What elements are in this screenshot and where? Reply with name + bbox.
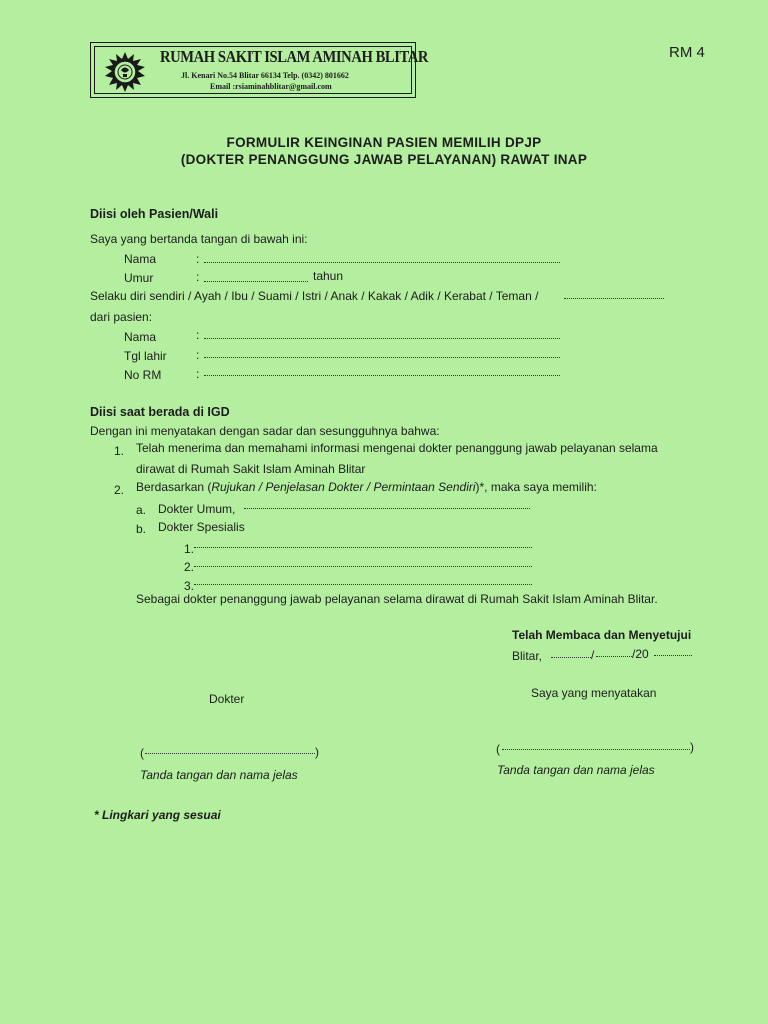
form-code: RM 4 — [669, 44, 705, 61]
patient-sign-close-paren: ) — [690, 740, 694, 754]
option-b-letter: b. — [136, 522, 147, 536]
umur-label: Umur — [124, 271, 154, 285]
date-sep-1: / — [591, 648, 595, 662]
item2-options: Rujukan / Penjelasan Dokter / Permintaan Sendiri — [211, 480, 476, 494]
hospital-email: Email :rsiaminahblitar@gmail.com — [210, 82, 332, 91]
section-patient-heading: Diisi oleh Pasien/Wali — [90, 207, 219, 221]
no-rm-colon: : — [196, 367, 200, 381]
pasien-nama-colon: : — [196, 328, 200, 342]
footnote: * Lingkari yang sesuai — [94, 808, 221, 822]
statement-label: Saya yang menyatakan — [531, 686, 657, 700]
closing-statement: Sebagai dokter penanggung jawab pelayanan selama dirawat di Rumah Sakit Islam Aminah Blitar. — [136, 592, 658, 606]
nama-label: Nama — [124, 252, 157, 266]
item2-post: )*, maka saya memilih: — [475, 480, 597, 494]
doctor-sign-caption: Tanda tangan dan nama jelas — [140, 768, 298, 782]
relation-other-field[interactable] — [564, 289, 664, 299]
relation-options: Selaku diri sendiri / Ayah / Ibu / Suami / Istri / Anak / Kakak / Adik / Kerabat / Teman / — [90, 289, 539, 303]
doctor-label: Dokter — [209, 692, 245, 706]
doctor-sign-close-paren: ) — [315, 745, 319, 759]
date-year-field[interactable] — [654, 646, 692, 656]
specialist-3-field[interactable] — [194, 575, 532, 585]
item2-text — [136, 480, 597, 494]
specialist-1-field[interactable] — [194, 538, 532, 548]
no-rm-field[interactable] — [204, 366, 560, 376]
item1-text-line2: dirawat di Rumah Sakit Islam Aminah Blitar — [136, 462, 366, 476]
hospital-address: Jl. Kenari No.54 Blitar 66134 Telp. (0342) 801662 — [181, 71, 349, 80]
section-igd-intro: Dengan ini menyatakan dengan sadar dan sesungguhnya bahwa: — [90, 424, 440, 438]
date-sep-2: /20 — [632, 647, 649, 661]
doctor-sign-open-paren: ( — [140, 746, 144, 760]
form-title-line2: (DOKTER PENANGGUNG JAWAB PELAYANAN) RAWAT INAP — [180, 152, 588, 167]
specialist-1-number: 1. — [184, 542, 195, 556]
doctor-signature-field[interactable] — [145, 744, 315, 754]
patient-sign-caption: Tanda tangan dan nama jelas — [497, 763, 655, 777]
pasien-nama-label: Nama — [124, 330, 157, 344]
item1-text-line1: Telah menerima dan memahami informasi mengenai dokter penanggung jawab pelayanan selama — [136, 441, 658, 455]
tahun-label: tahun — [313, 269, 344, 283]
pasien-nama-field[interactable] — [204, 329, 560, 339]
form-title-line1: FORMULIR KEINGINAN PASIEN MEMILIH DPJP — [226, 135, 542, 150]
option-a-label: Dokter Umum, — [158, 502, 236, 516]
nama-colon: : — [196, 252, 200, 266]
nama-field[interactable] — [204, 253, 560, 263]
specialist-3-number: 3. — [184, 579, 195, 593]
agree-heading: Telah Membaca dan Menyetujui — [512, 628, 692, 642]
tgl-lahir-label: Tgl lahir — [124, 349, 167, 363]
option-a-letter: a. — [136, 503, 147, 517]
umur-field[interactable] — [204, 272, 308, 282]
date-day-field[interactable] — [551, 648, 591, 658]
tgl-lahir-colon: : — [196, 348, 200, 362]
dari-pasien-label: dari pasien: — [90, 310, 153, 324]
date-month-field[interactable] — [596, 647, 632, 657]
hospital-name: RUMAH SAKIT ISLAM AMINAH BLITAR — [160, 47, 429, 66]
item2-number: 2. — [114, 483, 125, 497]
patient-sign-open-paren: ( — [496, 742, 500, 756]
umur-colon: : — [196, 270, 200, 284]
place-date-prefix: Blitar, — [512, 649, 543, 663]
no-rm-label: No RM — [124, 368, 162, 382]
specialist-2-field[interactable] — [194, 557, 532, 567]
item1-number: 1. — [114, 444, 125, 458]
specialist-2-number: 2. — [184, 560, 195, 574]
section-patient-intro: Saya yang bertanda tangan di bawah ini: — [90, 232, 308, 246]
item2-pre: Berdasarkan ( — [136, 480, 212, 494]
option-b-label: Dokter Spesialis — [158, 520, 245, 534]
section-igd-heading: Diisi saat berada di IGD — [90, 405, 230, 419]
tgl-lahir-field[interactable] — [204, 348, 560, 358]
patient-signature-field[interactable] — [502, 740, 690, 750]
option-a-field[interactable] — [244, 499, 530, 509]
hospital-seal-icon — [103, 50, 147, 94]
